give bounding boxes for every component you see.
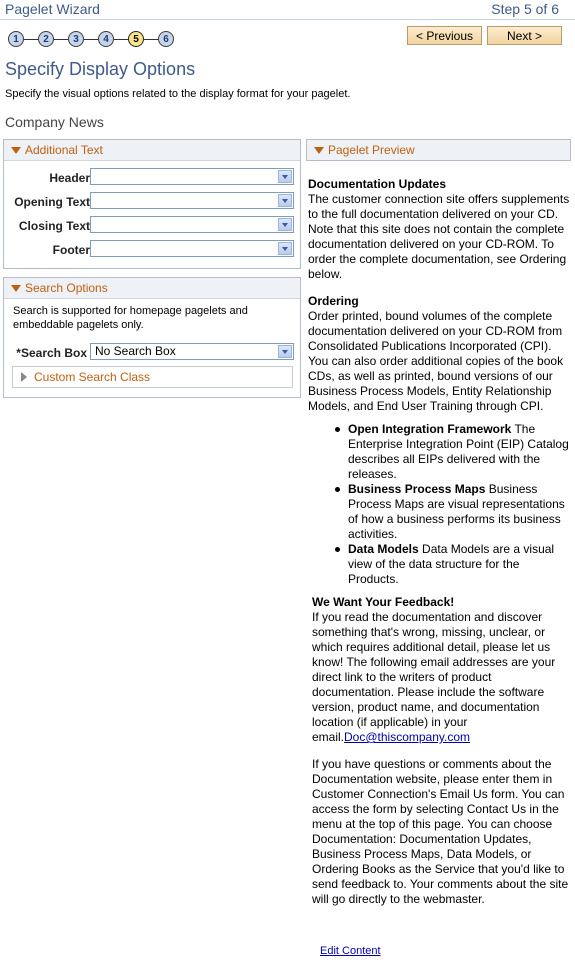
doc-types-list bbox=[308, 422, 570, 587]
page-title: Specify Display Options bbox=[5, 59, 196, 79]
step-5-circle-current: 5 bbox=[128, 31, 144, 47]
pagelet-preview-group bbox=[306, 139, 571, 161]
feedback-heading: We Want Your Feedback! bbox=[312, 595, 455, 609]
step-progress bbox=[8, 28, 174, 50]
page-subtitle: Specify the visual options related to the display format for your pagelet. bbox=[5, 88, 351, 100]
step-connector bbox=[84, 39, 98, 40]
step-6-circle[interactable]: 6 bbox=[158, 31, 174, 47]
opening-text-label: Opening Text bbox=[14, 195, 90, 209]
closing-text-select[interactable] bbox=[90, 216, 294, 233]
pagelet-preview-header[interactable] bbox=[307, 140, 570, 160]
chevron-down-icon[interactable] bbox=[278, 345, 292, 358]
footer-select[interactable] bbox=[90, 240, 294, 257]
additional-text-title: Additional Text bbox=[25, 143, 103, 157]
step-indicator-text: Step 5 of 6 bbox=[491, 1, 559, 17]
ordering-body: Order printed, bound volumes of the complete documentation delivered on your CD-ROM from Consolidated Publications Incorporated (CPI). You can also order additional copies of the book CDs, as well as printed, bound versions of our Business Process Models, Entity Relationship Models, and End User Training through CPI. bbox=[308, 309, 564, 413]
search-options-header[interactable] bbox=[4, 278, 300, 299]
step-2-circle[interactable]: 2 bbox=[38, 31, 54, 47]
questions-body: If you have questions or comments about the Documentation website, please enter them in Customer Connection's Email Us form. You can access the form by selecting Contact Us in the menu at the top of this page. You can choose Documentation: Documentation Updates, Business Process Maps, Data Models, or Ordering Books as the Service that you'd like to send feedback to. Your comments about the site will go directly to the webmaster. bbox=[312, 757, 569, 906]
next-button[interactable]: Next > bbox=[487, 26, 562, 45]
previous-button[interactable]: < Previous bbox=[407, 26, 482, 45]
pagelet-name: Company News bbox=[5, 114, 104, 130]
email-link[interactable]: Doc@thiscompany.com bbox=[344, 730, 471, 744]
additional-text-group bbox=[3, 139, 301, 269]
step-connector bbox=[144, 39, 158, 40]
custom-search-class-section[interactable] bbox=[12, 366, 293, 388]
closing-text-field-row bbox=[4, 217, 90, 235]
footer-label: Footer bbox=[52, 243, 90, 257]
chevron-down-icon[interactable] bbox=[278, 170, 292, 183]
collapse-triangle-icon bbox=[11, 285, 21, 292]
search-box-field-row bbox=[4, 344, 87, 362]
step-connector bbox=[114, 39, 128, 40]
search-box-select[interactable]: No Search Box bbox=[90, 343, 294, 360]
footer-field-row bbox=[4, 241, 90, 259]
edit-content-link[interactable]: Edit Content bbox=[320, 945, 381, 957]
additional-text-header[interactable] bbox=[4, 140, 300, 161]
closing-text-label: Closing Text bbox=[18, 219, 90, 233]
feedback-body: If you read the documentation and discover something that's wrong, missing, unclear, or which requires additional detail, please let us know! The following email addresses are your direct link to the writers of product documentation. Please include the software version, product name, and documentation location (if applicable) in your email.Doc@thiscompany.com bbox=[312, 610, 556, 744]
search-options-group bbox=[3, 277, 301, 398]
step-connector bbox=[54, 39, 68, 40]
search-box-label: *Search Box bbox=[16, 346, 87, 360]
opening-text-select[interactable] bbox=[90, 192, 294, 209]
wizard-header bbox=[0, 0, 575, 20]
list-item: Business Process Maps Business Process Maps are visual representations of how a business performs its business activities. bbox=[308, 482, 570, 542]
step-4-circle[interactable]: 4 bbox=[98, 31, 114, 47]
chevron-down-icon[interactable] bbox=[278, 242, 292, 255]
chevron-down-icon[interactable] bbox=[278, 194, 292, 207]
header-field-row bbox=[4, 169, 90, 187]
search-options-title: Search Options bbox=[25, 281, 108, 295]
wizard-title: Pagelet Wizard bbox=[5, 1, 100, 17]
opening-text-field-row bbox=[4, 193, 90, 211]
list-item: Open Integration Framework The Enterprise Integration Point (EIP) Catalog describes all EIPs delivered with the releases. bbox=[308, 422, 570, 482]
ordering-heading: Ordering bbox=[308, 294, 359, 308]
step-3-circle[interactable]: 3 bbox=[68, 31, 84, 47]
doc-updates-body: The customer connection site offers supplements to the full documentation delivered on your CD. Note that this site does not contain the complete documentation delivered on your CD-ROM. To order the complete documentation, see Ordering below. bbox=[308, 192, 570, 281]
step-1-circle[interactable]: 1 bbox=[8, 31, 24, 47]
chevron-down-icon[interactable] bbox=[278, 218, 292, 231]
preview-content bbox=[308, 177, 570, 907]
expand-triangle-icon bbox=[21, 372, 27, 382]
collapse-triangle-icon bbox=[11, 147, 21, 154]
header-label: Header bbox=[49, 171, 90, 185]
doc-updates-heading: Documentation Updates bbox=[308, 177, 447, 191]
list-item: Data Models Data Models are a visual view of the data structure for the Products. bbox=[308, 542, 570, 587]
search-support-note: Search is supported for homepage pagelets and embeddable pagelets only. bbox=[13, 305, 248, 331]
pagelet-preview-title: Pagelet Preview bbox=[328, 143, 415, 157]
collapse-triangle-icon bbox=[314, 147, 324, 154]
header-select[interactable] bbox=[90, 168, 294, 185]
step-connector bbox=[24, 39, 38, 40]
custom-search-class-label: Custom Search Class bbox=[34, 370, 151, 384]
